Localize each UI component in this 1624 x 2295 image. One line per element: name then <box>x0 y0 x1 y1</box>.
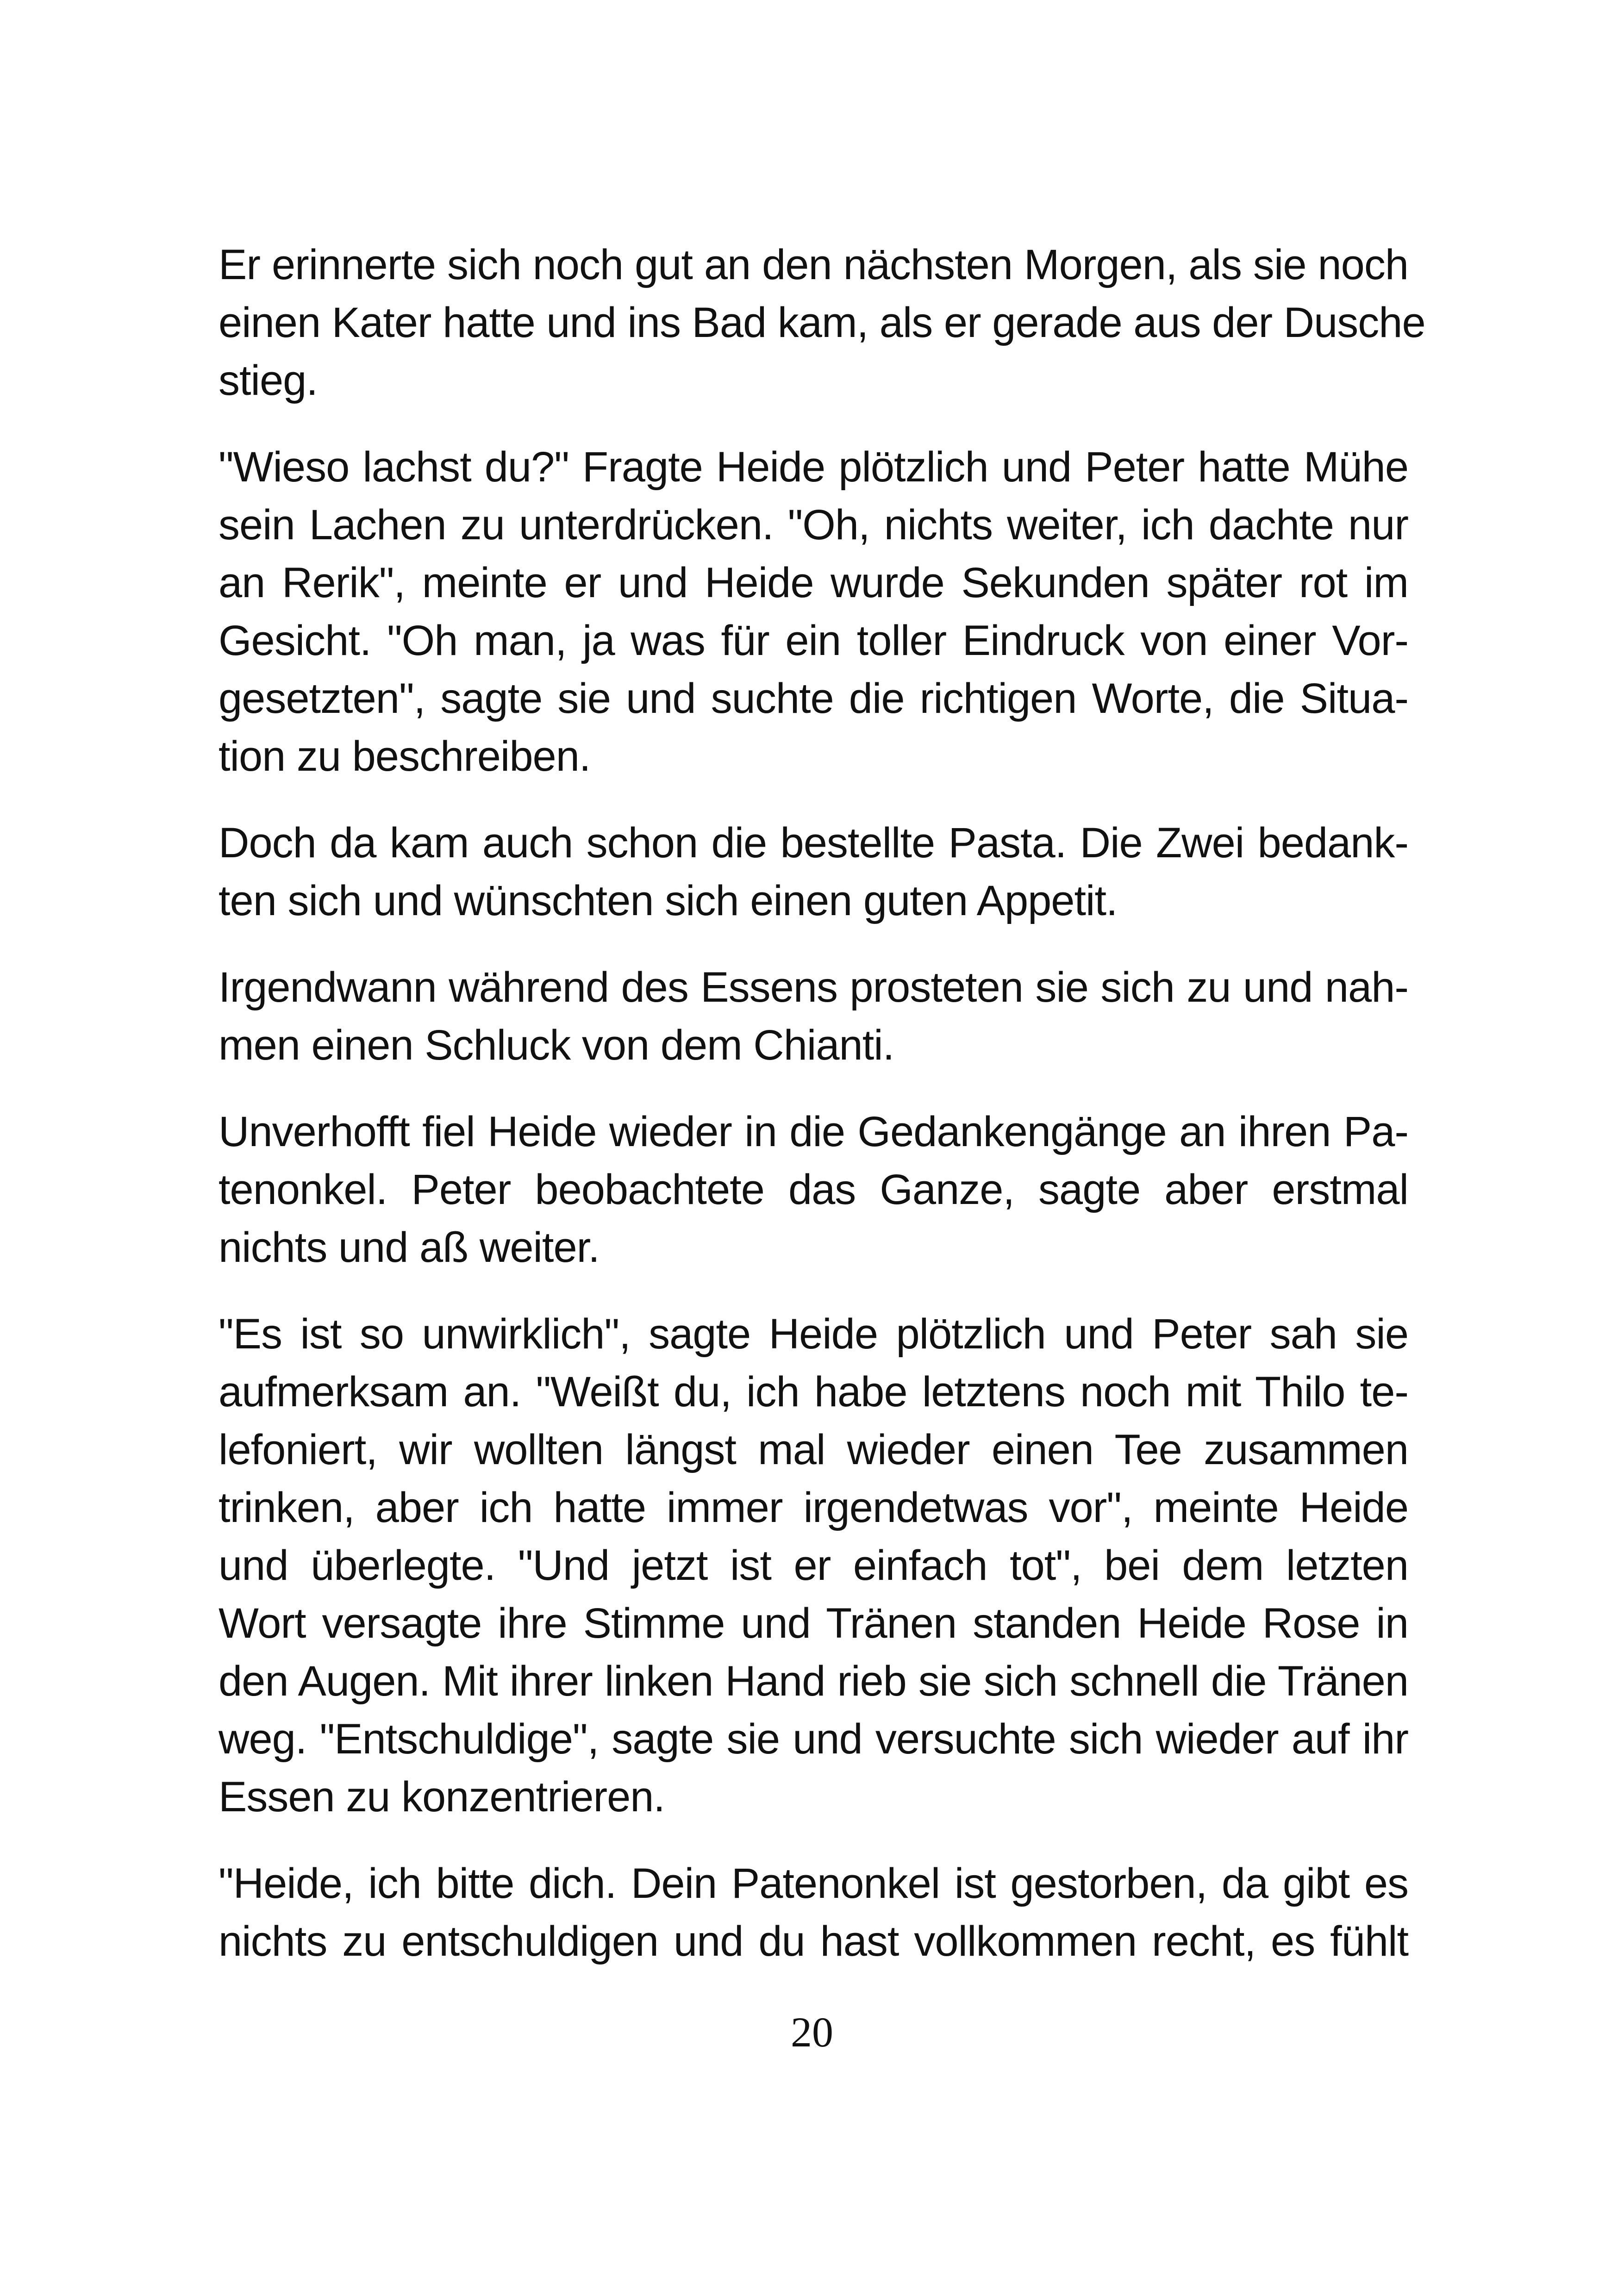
text-line: Essen zu konzentrieren. <box>219 1773 665 1821</box>
text-line: stieg. <box>219 357 318 404</box>
text-line: Wort versagte ihre Stimme und Tränen standen Heide Rose in <box>219 1600 1408 1647</box>
text-line: tenonkel. Peter beobachtete das Ganze, sagte aber erstmal <box>219 1166 1408 1213</box>
text-line: gesetzten", sagte sie und suchte die richtigen Worte, die Situa- <box>219 675 1408 722</box>
paragraph-2 <box>219 438 1408 786</box>
text-line: und überlegte. "Und jetzt ist er einfach tot", bei dem letzten <box>219 1542 1408 1589</box>
text-line: "Heide, ich bitte dich. Dein Patenonkel ist gestorben, da gibt es <box>219 1860 1408 1907</box>
paragraph-4 <box>219 959 1408 1074</box>
text-line: Er erinnerte sich noch gut an den nächsten Morgen, als sie noch <box>219 241 1408 288</box>
text-line: aufmerksam an. "Weißt du, ich habe letztens noch mit Thilo te- <box>219 1368 1408 1416</box>
paragraph-6 <box>219 1305 1408 1826</box>
paragraph-1 <box>219 236 1425 410</box>
text-line: nichts und aß weiter. <box>219 1224 600 1271</box>
paragraph-7 <box>219 1855 1408 1971</box>
text-line: "Es ist so unwirklich", sagte Heide plötzlich und Peter sah sie <box>219 1310 1408 1358</box>
text-line: an Rerik", meinte er und Heide wurde Sekunden später rot im <box>219 559 1408 606</box>
paragraph-5 <box>219 1103 1408 1277</box>
text-line: lefoniert, wir wollten längst mal wieder einen Tee zusammen <box>219 1426 1408 1473</box>
text-line: sein Lachen zu unterdrücken. "Oh, nichts weiter, ich dachte nur <box>219 501 1408 549</box>
page-number: 20 <box>791 2008 833 2056</box>
text-line: Unverhofft fiel Heide wieder in die Gedankengänge an ihren Pa- <box>219 1108 1408 1155</box>
text-line: Gesicht. "Oh man, ja was für ein toller Eindruck von einer Vor- <box>219 617 1408 664</box>
text-line: men einen Schluck von dem Chianti. <box>219 1022 894 1069</box>
body-text <box>219 236 1425 1999</box>
paragraph-3 <box>219 814 1408 930</box>
text-line: trinken, aber ich hatte immer irgendetwas vor", meinte Heide <box>219 1484 1408 1531</box>
text-line: nichts zu entschuldigen und du hast vollkommen recht, es fühlt <box>219 1918 1408 1965</box>
text-line: "Wieso lachst du?" Fragte Heide plötzlich und Peter hatte Mühe <box>219 443 1408 491</box>
text-line: weg. "Entschuldige", sagte sie und versuchte sich wieder auf ihr <box>219 1715 1408 1763</box>
text-line: einen Kater hatte und ins Bad kam, als er gerade aus der Dusche <box>219 299 1425 346</box>
text-line: tion zu beschreiben. <box>219 733 591 780</box>
text-line: Irgendwann während des Essens prosteten sie sich zu und nah- <box>219 964 1408 1011</box>
text-line: den Augen. Mit ihrer linken Hand rieb sie sich schnell die Tränen <box>219 1658 1408 1705</box>
text-line: Doch da kam auch schon die bestellte Pasta. Die Zwei bedank- <box>219 819 1408 867</box>
text-line: ten sich und wünschten sich einen guten Appetit. <box>219 877 1118 924</box>
